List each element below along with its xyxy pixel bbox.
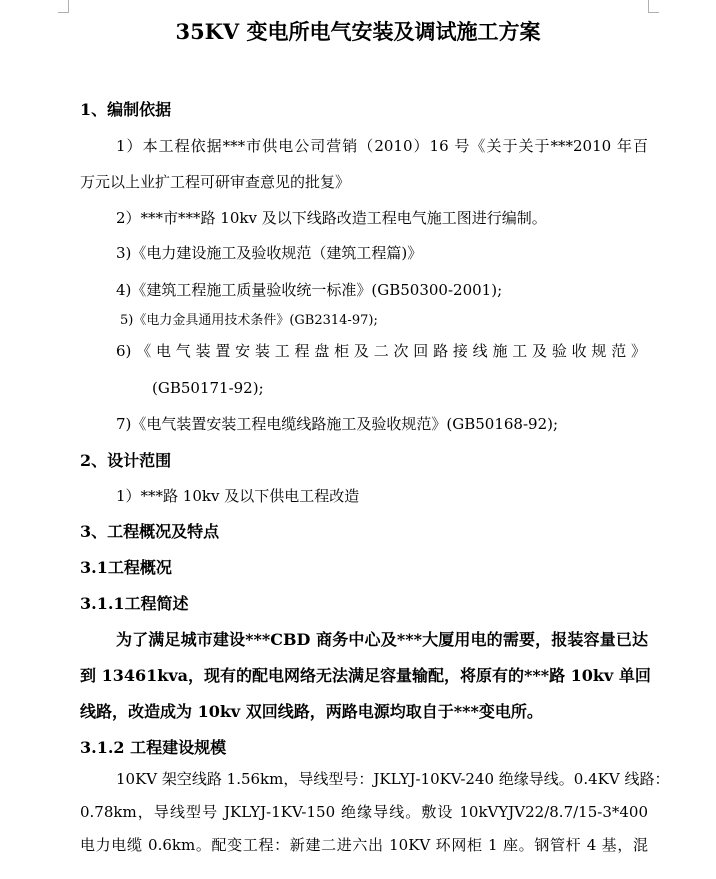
basis-item-3: 3)《电力建设施工及验收规范（建筑工程篇)》 [116, 244, 423, 262]
document-title: 35KV 变电所电气安装及调试施工方案 [175, 19, 541, 44]
section-1-heading: 1、编制依据 [80, 100, 172, 119]
basis-item-2: 2）***市***路 10kv 及以下线路改造工程电气施工图进行编制。 [116, 209, 547, 227]
overview-para-line-1: 为了满足城市建设***CBD 商务中心及***大厦用电的需要，报装容量已达 [116, 630, 648, 649]
subsection-3-1-1-heading: 3.1.1工程简述 [80, 594, 189, 613]
basis-item-6-line-2: (GB50171-92); [152, 379, 264, 397]
subsection-3-1-heading: 3.1工程概况 [80, 558, 172, 577]
overview-para-line-3: 线路，改造成为 10kv 双回线路，两路电源均取自于***变电所。 [80, 702, 543, 721]
section-3-heading: 3、工程概况及特点 [80, 522, 220, 541]
scale-para-line-2: 0.78km，导线型号 JKLYJ-1KV-150 绝缘导线。敷设 10kVYJV22/8.7/15-3*400 [80, 803, 648, 821]
subsection-3-1-2-heading: 3.1.2 工程建设规模 [80, 738, 227, 757]
basis-item-6-line-1: 6)《电气装置安装工程盘柜及二次回路接线施工及验收规范》 [116, 342, 646, 360]
basis-item-1-line-1: 1）本工程依据***市供电公司营销（2010）16 号《关于关于***2010 年百 [116, 137, 648, 155]
overview-para-line-2: 到 13461kva，现有的配电网络无法满足容量输配，将原有的***路 10kv 单回 [80, 666, 651, 685]
basis-item-4: 4)《建筑工程施工质量验收统一标准》(GB50300-2001); [116, 281, 503, 299]
page-corner-mark-left [58, 0, 69, 13]
scope-item-1: 1）***路 10kv 及以下供电工程改造 [116, 487, 360, 505]
scale-para-line-3: 电力电缆 0.6km。配变工程：新建二进六出 10KV 环网柜 1 座。钢管杆 4 基，混 [80, 836, 648, 854]
basis-item-5: 5)《电力金具通用技术条件》(GB2314-97); [120, 313, 378, 328]
section-2-heading: 2、设计范围 [80, 451, 172, 470]
basis-item-7: 7)《电气装置安装工程电缆线路施工及验收规范》(GB50168-92); [116, 415, 559, 433]
page-corner-mark-right [648, 0, 659, 13]
scale-para-line-1: 10KV 架空线路 1.56km，导线型号：JKLYJ-10KV-240 绝缘导线。0.4KV 线路： [116, 770, 670, 788]
basis-item-1-line-2: 万元以上业扩工程可研审查意见的批复》 [80, 173, 351, 191]
